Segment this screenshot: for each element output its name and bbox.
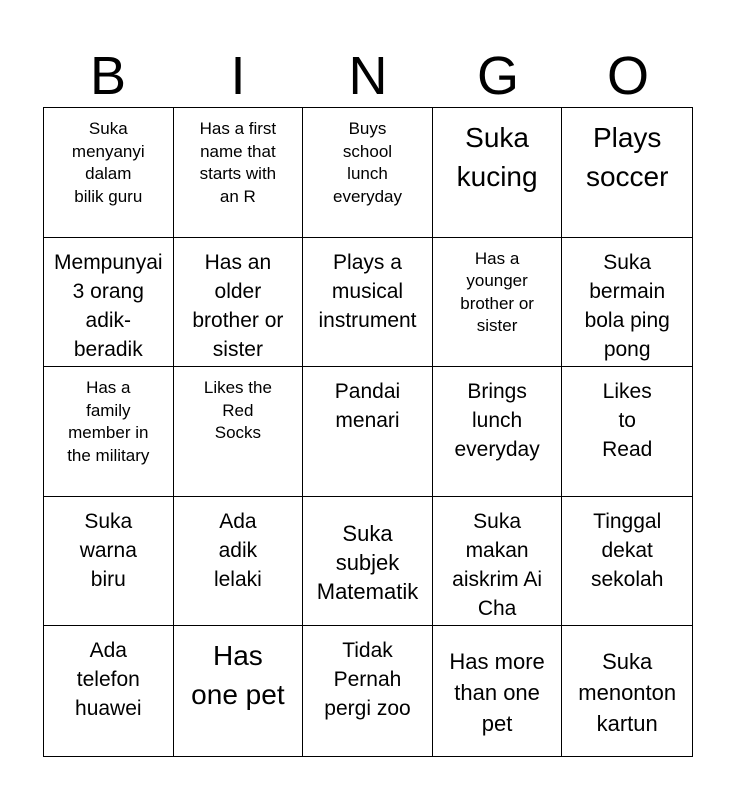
bingo-cell[interactable] — [174, 497, 304, 627]
cell-text: Brings lunch everyday — [454, 380, 540, 462]
bingo-board — [43, 107, 693, 757]
bingo-cell[interactable] — [433, 367, 563, 497]
bingo-cell[interactable] — [174, 626, 304, 756]
header-letter-n: N — [348, 46, 388, 106]
bingo-cell[interactable] — [174, 367, 304, 497]
cell-text: Plays a musical instrument — [318, 250, 417, 332]
cell-text: Buys school lunch everyday — [333, 119, 402, 206]
bingo-cell[interactable] — [303, 108, 433, 238]
bingo-cell[interactable] — [562, 108, 692, 238]
bingo-cell[interactable] — [44, 367, 174, 497]
cell-text: Ada adik lelaki — [213, 509, 262, 591]
cell-text: Ada telefon huawei — [75, 639, 142, 721]
cell-text: Tidak Pernah pergi zoo — [324, 639, 411, 721]
bingo-cell[interactable] — [174, 108, 304, 238]
bingo-cell[interactable] — [44, 626, 174, 756]
bingo-cell[interactable] — [433, 108, 563, 238]
cell-text: Likes to Read — [602, 380, 653, 462]
bingo-cell[interactable] — [44, 497, 174, 627]
bingo-cell[interactable] — [433, 626, 563, 756]
cell-text: Has more than one pet — [449, 649, 545, 737]
header-letter-b: B — [89, 46, 127, 106]
cell-text: Suka kucing — [456, 122, 538, 192]
bingo-cell[interactable] — [303, 497, 433, 627]
cell-text: Has a younger brother or sister — [460, 248, 534, 336]
bingo-cell[interactable] — [433, 238, 563, 368]
bingo-cell[interactable] — [562, 497, 692, 627]
header-letter-i: I — [230, 46, 246, 106]
bingo-cell[interactable] — [562, 367, 692, 497]
cell-text: Suka menonton kartun — [578, 649, 677, 737]
cell-text: Suka subjek Matematik — [316, 520, 419, 604]
bingo-cell[interactable] — [562, 626, 692, 756]
cell-text: Likes the Red Socks — [203, 378, 272, 443]
cell-text: Has a first name that starts with an R — [199, 119, 277, 206]
cell-text: Suka makan aiskrim Ai Cha — [452, 509, 543, 620]
cell-text: Plays soccer — [585, 122, 669, 192]
cell-text: Tinggal dekat sekolah — [591, 509, 664, 591]
bingo-cell[interactable] — [174, 238, 304, 368]
cell-text: Suka menyanyi dalam bilik guru — [71, 119, 145, 206]
bingo-header — [43, 44, 693, 108]
bingo-cell[interactable] — [303, 367, 433, 497]
cell-text: Suka warna biru — [79, 509, 137, 591]
bingo-cell[interactable] — [303, 626, 433, 756]
cell-text: Suka bermain bola ping pong — [584, 250, 670, 361]
bingo-cell[interactable] — [44, 108, 174, 238]
bingo-cell[interactable] — [44, 238, 174, 368]
cell-text: Has an older brother or sister — [192, 250, 284, 361]
cell-text: Mempunyai 3 orang adik- beradik — [54, 250, 163, 361]
bingo-cell[interactable] — [303, 238, 433, 368]
header-letter-g: G — [476, 46, 519, 106]
cell-text: Pandai menari — [334, 380, 401, 433]
bingo-cell[interactable] — [433, 497, 563, 627]
cell-text: Has one pet — [191, 640, 285, 711]
bingo-cell[interactable] — [562, 238, 692, 368]
header-letter-o: O — [606, 46, 649, 106]
cell-text: Has a family member in the military — [67, 378, 150, 465]
